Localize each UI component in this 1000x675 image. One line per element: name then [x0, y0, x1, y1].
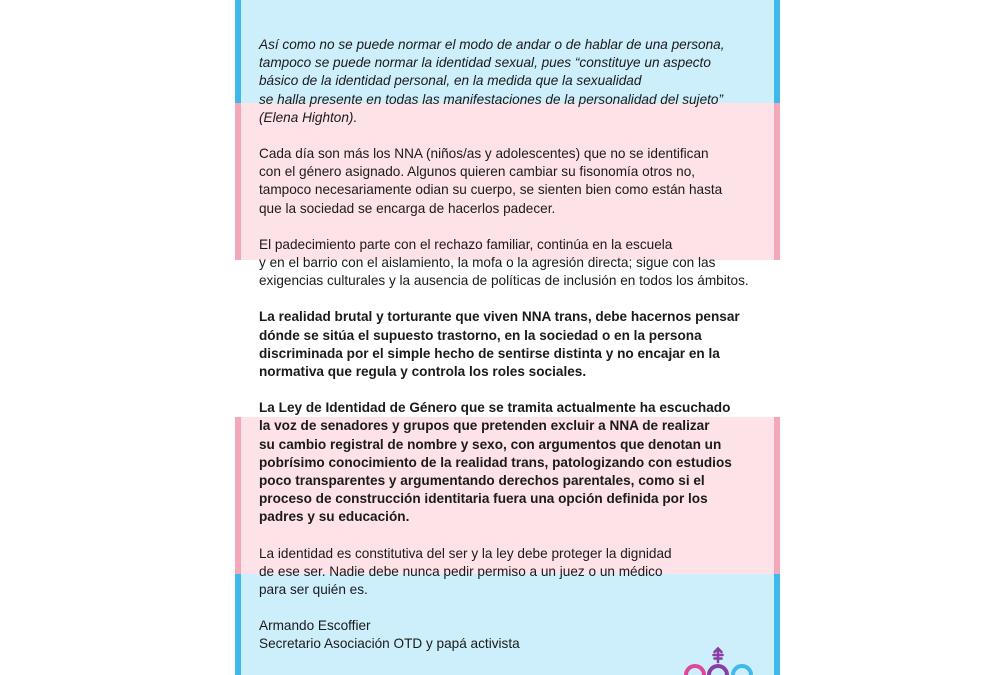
text-line: dónde se sitúa el supuesto trastorno, en la sociedad o en la persona — [259, 327, 702, 343]
text-line: su cambio registral de nombre y sexo, con argumentos que denotan un — [259, 436, 722, 452]
text-line: El padecimiento parte con el rechazo familiar, continúa en la escuela — [259, 236, 673, 252]
text-line: proceso de construcción identitaria fuera una opción definida por los — [259, 491, 708, 507]
text-line: La Ley de Identidad de Género que se tramita actualmente ha escuchado — [259, 400, 731, 416]
author-role: Secretario Asociación OTD y papá activista — [259, 636, 520, 652]
edge-left-blue-bottom — [235, 574, 241, 675]
text-line: básico de la identidad personal, en la medida que la sexualidad — [259, 73, 642, 89]
paragraph-ley — [259, 399, 774, 526]
edge-right-blue-top — [774, 0, 780, 103]
text-line: la voz de senadores y grupos que pretenden excluir a NNA de realizar — [259, 418, 710, 434]
text-line: Así como no se puede normar el modo de andar o de hablar de una persona, — [259, 37, 725, 52]
article-body — [259, 36, 774, 672]
text-line: que la sociedad se encarga de hacerlos padecer. — [259, 200, 556, 216]
text-line: de ese ser. Nadie debe nunca pedir permiso a un juez o un médico — [259, 563, 663, 579]
text-line: La identidad es constitutiva del ser y la ley debe proteger la dignidad — [259, 545, 672, 561]
text-line: se halla presente en todas las manifestaciones de la personalidad del sujeto” — [259, 91, 723, 107]
edge-left-blue-top — [235, 0, 241, 103]
text-line: pobrísimo conocimiento de la realidad trans, patologizando con estudios — [259, 454, 732, 470]
text-line: (Elena Highton). — [259, 109, 358, 125]
text-line: normativa que regula y controla los roles sociales. — [259, 364, 587, 380]
paragraph-realidad — [259, 308, 774, 381]
text-line: Cada día son más los NNA (niños/as y adolescentes) que no se identifican — [259, 146, 709, 162]
edge-left-pink-upper — [235, 103, 241, 260]
transgender-symbol-icon — [680, 646, 760, 675]
text-line: y en el barrio con el aislamiento, la mofa o la agresión directa; sigue con las — [259, 255, 716, 271]
text-line: padres y su educación. — [259, 509, 410, 525]
otd-logo — [680, 646, 760, 675]
text-line: tampoco se puede normar la identidad sexual, pues “constituye un aspecto — [259, 55, 711, 71]
paragraph-nna — [259, 145, 774, 218]
edge-right-pink-upper — [774, 103, 780, 260]
text-line: tampoco necesariamente odian su cuerpo, se sienten bien como están hasta — [259, 182, 723, 198]
paragraph-padecimiento — [259, 236, 774, 291]
text-line: con el género asignado. Algunos quieren cambiar su fisonomía otros no, — [259, 164, 696, 180]
text-line: exigencias culturales y la ausencia de políticas de inclusión en todos los ámbitos. — [259, 273, 749, 289]
text-line: discriminada por el simple hecho de sentirse distinta y no encajar en la — [259, 345, 720, 361]
edge-right-pink-lower — [774, 417, 780, 574]
paragraph-identidad — [259, 545, 774, 600]
edge-left-pink-lower — [235, 417, 241, 574]
text-line: La realidad brutal y torturante que viven NNA trans, debe hacernos pensar — [259, 309, 740, 325]
quote-paragraph — [259, 36, 774, 127]
text-line: para ser quién es. — [259, 582, 368, 598]
edge-right-blue-bottom — [774, 574, 780, 675]
text-line: poco transparentes y argumentando derechos parentales, como si el — [259, 473, 705, 489]
author-name: Armando Escoffier — [259, 618, 371, 634]
